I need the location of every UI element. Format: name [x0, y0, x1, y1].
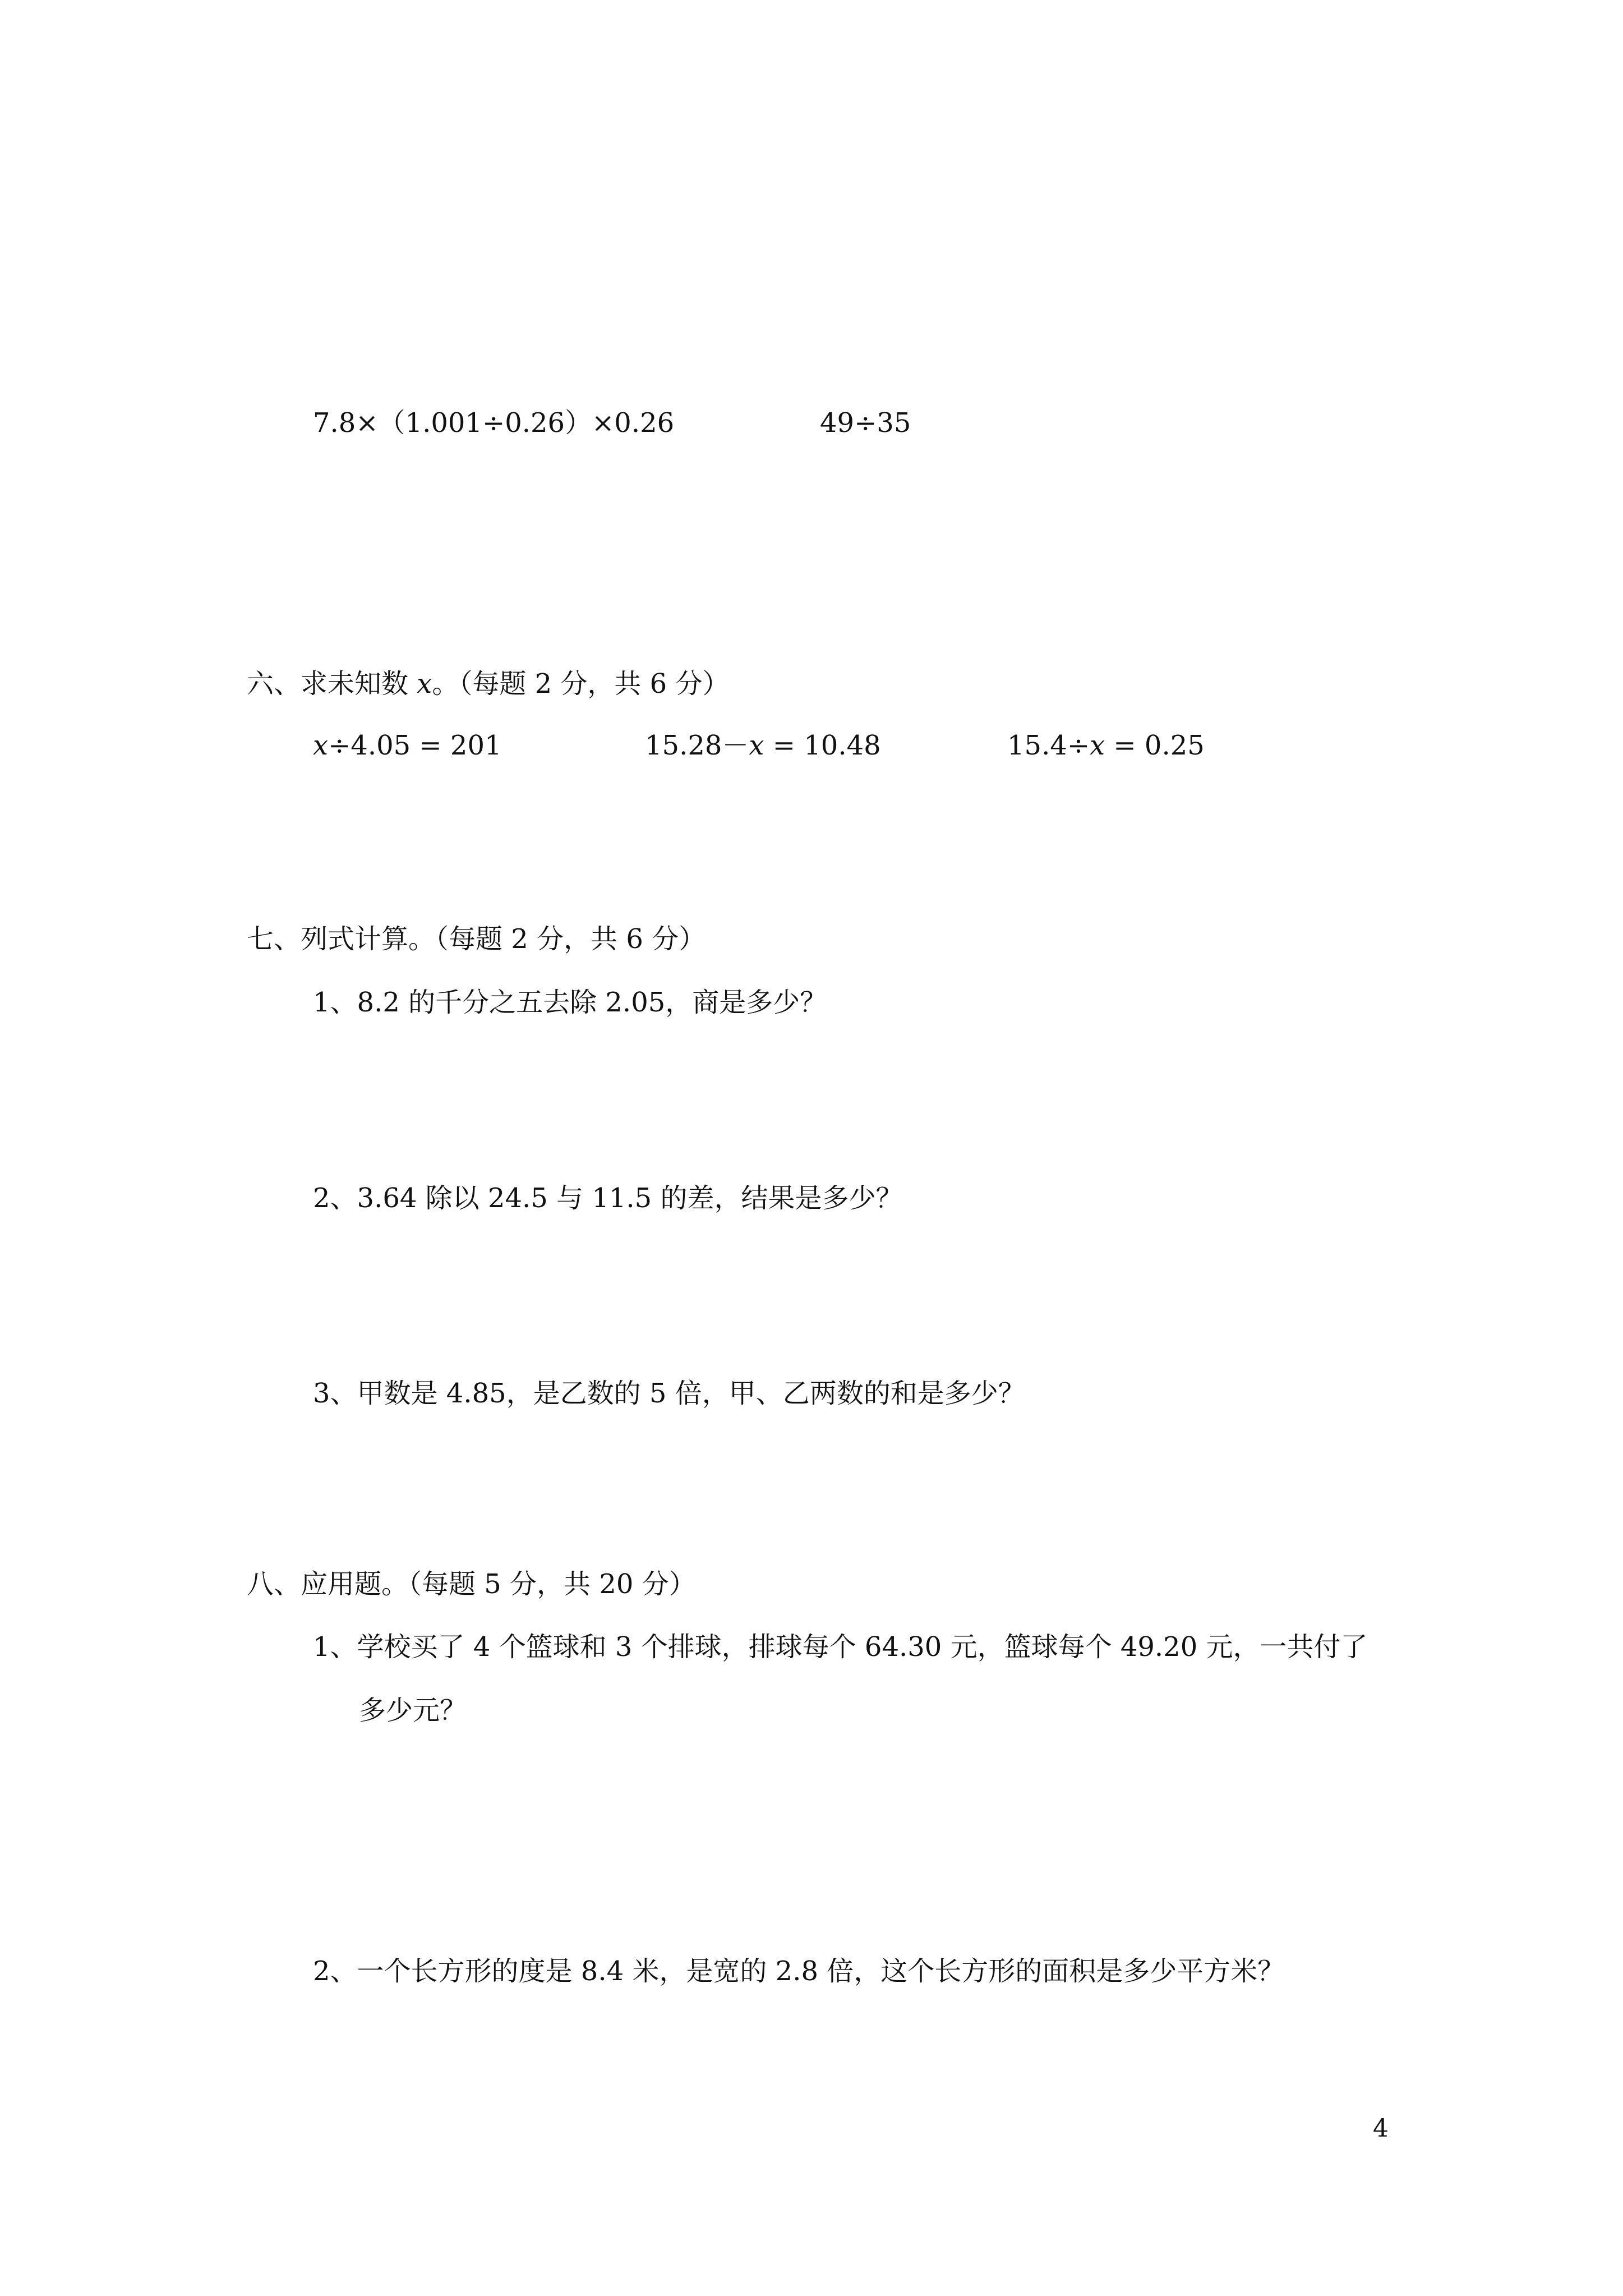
- section-8-heading: 八、应用题。（每题 5 分，共 20 分）: [247, 1568, 696, 1600]
- section-8-question-1-line-2: 多少元？: [359, 1695, 467, 1726]
- section-7-heading: 七、列式计算。（每题 2 分，共 6 分）: [247, 923, 706, 955]
- section-6-heading-variable: x: [417, 668, 432, 700]
- equation-2-right: = 10.48: [764, 730, 881, 761]
- equation-3-right: = 0.25: [1105, 730, 1205, 761]
- equation-1-variable: x: [313, 730, 329, 761]
- page-number: 4: [1373, 2114, 1389, 2143]
- equation-1-rest: ÷4.05 = 201: [328, 730, 502, 761]
- equation-2-left: 15.28－: [645, 730, 749, 761]
- section-7-question-3: 3、甲数是 4.85，是乙数的 5 倍，甲、乙两数的和是多少？: [313, 1378, 1025, 1409]
- equation-1: [313, 732, 502, 759]
- equation-2-variable: x: [749, 730, 764, 761]
- section-7-question-1: 1、8.2 的千分之五去除 2.05，商是多少？: [313, 987, 827, 1018]
- section-7-question-2: 2、3.64 除以 24.5 与 11.5 的差，结果是多少？: [313, 1182, 903, 1214]
- equation-3-left: 15.4÷: [1007, 730, 1090, 761]
- section-8-question-1-line-1: 1、学校买了 4 个篮球和 3 个排球，排球每个 64.30 元，篮球每个 49.20 元，一共付了: [313, 1631, 1368, 1663]
- equation-2: [645, 732, 881, 759]
- section-6-heading-prefix: 六、求未知数: [247, 668, 417, 700]
- equation-3-variable: x: [1090, 730, 1105, 761]
- expression-1: 7.8×（1.001÷0.26）×0.26: [313, 407, 675, 439]
- expression-2: 49÷35: [820, 407, 911, 439]
- section-8-question-2: 2、一个长方形的度是 8.4 米，是宽的 2.8 倍，这个长方形的面积是多少平方米？: [313, 1955, 1285, 1987]
- equation-3: [1007, 732, 1205, 759]
- section-6-heading: [247, 668, 730, 700]
- section-6-heading-suffix: 。（每题 2 分，共 6 分）: [432, 668, 730, 700]
